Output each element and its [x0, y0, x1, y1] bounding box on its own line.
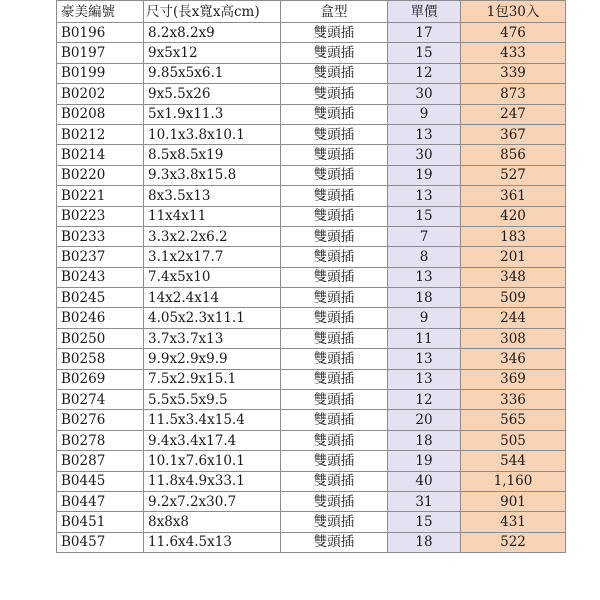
cell-code[interactable]: B0246	[57, 308, 144, 328]
table-row	[57, 267, 566, 287]
cell-box-type[interactable]: 雙頭插	[281, 532, 388, 552]
cell-box-type[interactable]: 雙頭插	[281, 247, 388, 267]
cell-pack-price[interactable]: 369	[461, 369, 566, 389]
cell-code[interactable]: B0445	[57, 471, 144, 491]
table-row	[57, 247, 566, 267]
table-row	[57, 471, 566, 491]
cell-size[interactable]: 11.5x3.4x15.4	[144, 410, 281, 430]
cell-code[interactable]: B0199	[57, 63, 144, 83]
cell-pack-price[interactable]: 348	[461, 267, 566, 287]
cell-code[interactable]: B0287	[57, 451, 144, 471]
cell-size[interactable]: 8.5x8.5x19	[144, 145, 281, 165]
cell-pack-price[interactable]: 565	[461, 410, 566, 430]
cell-box-type[interactable]: 雙頭插	[281, 104, 388, 124]
cell-box-type[interactable]: 雙頭插	[281, 390, 388, 410]
cell-box-type[interactable]: 雙頭插	[281, 186, 388, 206]
cell-unit-price[interactable]: 15	[388, 512, 461, 532]
cell-box-type[interactable]: 雙頭插	[281, 43, 388, 63]
cell-size[interactable]: 3.7x3.7x13	[144, 328, 281, 348]
cell-code[interactable]: B0221	[57, 186, 144, 206]
cell-size[interactable]: 11x4x11	[144, 206, 281, 226]
cell-unit-price[interactable]: 13	[388, 267, 461, 287]
cell-box-type[interactable]: 雙頭插	[281, 451, 388, 471]
cell-box-type[interactable]: 雙頭插	[281, 84, 388, 104]
table-row	[57, 145, 566, 165]
cell-size[interactable]: 9.4x3.4x17.4	[144, 430, 281, 450]
table-row	[57, 206, 566, 226]
cell-box-type[interactable]: 雙頭插	[281, 410, 388, 430]
cell-code[interactable]: B0269	[57, 369, 144, 389]
cell-code[interactable]: B0447	[57, 491, 144, 511]
cell-box-type[interactable]: 雙頭插	[281, 328, 388, 348]
cell-code[interactable]: B0243	[57, 267, 144, 287]
cell-box-type[interactable]: 雙頭插	[281, 471, 388, 491]
cell-code[interactable]: B0457	[57, 532, 144, 552]
cell-size[interactable]: 5x1.9x11.3	[144, 104, 281, 124]
cell-pack-price[interactable]: 361	[461, 186, 566, 206]
table-row	[57, 430, 566, 450]
cell-box-type[interactable]: 雙頭插	[281, 124, 388, 144]
cell-size[interactable]: 7.4x5x10	[144, 267, 281, 287]
cell-code[interactable]: B0220	[57, 165, 144, 185]
cell-code[interactable]: B0276	[57, 410, 144, 430]
cell-size[interactable]: 11.8x4.9x33.1	[144, 471, 281, 491]
cell-code[interactable]: B0197	[57, 43, 144, 63]
cell-code[interactable]: B0274	[57, 390, 144, 410]
cell-unit-price[interactable]: 13	[388, 124, 461, 144]
header-code[interactable]: 豪美編號	[57, 1, 144, 23]
cell-unit-price[interactable]: 7	[388, 226, 461, 246]
cell-size[interactable]: 8.2x8.2x9	[144, 23, 281, 43]
cell-pack-price[interactable]: 509	[461, 288, 566, 308]
cell-box-type[interactable]: 雙頭插	[281, 349, 388, 369]
cell-size[interactable]: 9.85x5x6.1	[144, 63, 281, 83]
cell-box-type[interactable]: 雙頭插	[281, 512, 388, 532]
cell-size[interactable]: 3.3x2.2x6.2	[144, 226, 281, 246]
cell-unit-price[interactable]: 20	[388, 410, 461, 430]
table-row	[57, 410, 566, 430]
cell-box-type[interactable]: 雙頭插	[281, 308, 388, 328]
cell-size[interactable]: 10.1x7.6x10.1	[144, 451, 281, 471]
cell-size[interactable]: 11.6x4.5x13	[144, 532, 281, 552]
cell-unit-price[interactable]: 17	[388, 23, 461, 43]
cell-size[interactable]: 10.1x3.8x10.1	[144, 124, 281, 144]
cell-unit-price[interactable]: 12	[388, 63, 461, 83]
cell-box-type[interactable]: 雙頭插	[281, 226, 388, 246]
cell-code[interactable]: B0258	[57, 349, 144, 369]
cell-code[interactable]: B0233	[57, 226, 144, 246]
cell-pack-price[interactable]: 433	[461, 43, 566, 63]
cell-size[interactable]: 8x3.5x13	[144, 186, 281, 206]
cell-pack-price[interactable]: 505	[461, 430, 566, 450]
cell-size[interactable]: 4.05x2.3x11.1	[144, 308, 281, 328]
table-row	[57, 288, 566, 308]
cell-unit-price[interactable]: 13	[388, 186, 461, 206]
cell-pack-price[interactable]: 336	[461, 390, 566, 410]
table-row	[57, 308, 566, 328]
cell-code[interactable]: B0214	[57, 145, 144, 165]
table-row	[57, 63, 566, 83]
header-pack-price[interactable]: 1包30入	[461, 1, 566, 23]
table-row	[57, 84, 566, 104]
table-row	[57, 390, 566, 410]
cell-code[interactable]: B0245	[57, 288, 144, 308]
cell-unit-price[interactable]: 8	[388, 247, 461, 267]
cell-unit-price[interactable]: 19	[388, 165, 461, 185]
header-box-type[interactable]: 盒型	[281, 1, 388, 23]
cell-pack-price[interactable]: 873	[461, 84, 566, 104]
cell-size[interactable]: 3.1x2x17.7	[144, 247, 281, 267]
table-row	[57, 491, 566, 511]
cell-pack-price[interactable]: 201	[461, 247, 566, 267]
header-row	[57, 1, 566, 23]
cell-unit-price[interactable]: 12	[388, 390, 461, 410]
cell-pack-price[interactable]: 856	[461, 145, 566, 165]
cell-size[interactable]: 9.9x2.9x9.9	[144, 349, 281, 369]
table-row	[57, 43, 566, 63]
cell-code[interactable]: B0196	[57, 23, 144, 43]
cell-box-type[interactable]: 雙頭插	[281, 491, 388, 511]
cell-size[interactable]: 9x5x12	[144, 43, 281, 63]
cell-pack-price[interactable]: 522	[461, 532, 566, 552]
cell-code[interactable]: B0202	[57, 84, 144, 104]
cell-unit-price[interactable]: 15	[388, 43, 461, 63]
cell-unit-price[interactable]: 30	[388, 84, 461, 104]
table-row	[57, 369, 566, 389]
table-row	[57, 165, 566, 185]
table-row	[57, 512, 566, 532]
cell-unit-price[interactable]: 18	[388, 532, 461, 552]
cell-box-type[interactable]: 雙頭插	[281, 23, 388, 43]
cell-size[interactable]: 14x2.4x14	[144, 288, 281, 308]
cell-size[interactable]: 5.5x5.5x9.5	[144, 390, 281, 410]
table-row	[57, 226, 566, 246]
cell-pack-price[interactable]: 244	[461, 308, 566, 328]
cell-pack-price[interactable]: 247	[461, 104, 566, 124]
cell-pack-price[interactable]: 431	[461, 512, 566, 532]
table-row	[57, 532, 566, 552]
table-row	[57, 328, 566, 348]
cell-pack-price[interactable]: 367	[461, 124, 566, 144]
table-row	[57, 349, 566, 369]
table-row	[57, 23, 566, 43]
cell-unit-price[interactable]: 13	[388, 369, 461, 389]
header-unit-price[interactable]: 單價	[388, 1, 461, 23]
cell-pack-price[interactable]: 476	[461, 23, 566, 43]
cell-code[interactable]: B0223	[57, 206, 144, 226]
cell-box-type[interactable]: 雙頭插	[281, 369, 388, 389]
cell-unit-price[interactable]: 13	[388, 349, 461, 369]
cell-box-type[interactable]: 雙頭插	[281, 165, 388, 185]
cell-code[interactable]: B0212	[57, 124, 144, 144]
cell-pack-price[interactable]: 308	[461, 328, 566, 348]
cell-unit-price[interactable]: 15	[388, 206, 461, 226]
cell-size[interactable]: 8x8x8	[144, 512, 281, 532]
table-row	[57, 124, 566, 144]
cell-box-type[interactable]: 雙頭插	[281, 63, 388, 83]
cell-code[interactable]: B0208	[57, 104, 144, 124]
cell-unit-price[interactable]: 11	[388, 328, 461, 348]
cell-unit-price[interactable]: 18	[388, 288, 461, 308]
table-row	[57, 104, 566, 124]
cell-unit-price[interactable]: 31	[388, 491, 461, 511]
cell-pack-price[interactable]: 544	[461, 451, 566, 471]
cell-unit-price[interactable]: 40	[388, 471, 461, 491]
cell-unit-price[interactable]: 9	[388, 104, 461, 124]
cell-code[interactable]: B0451	[57, 512, 144, 532]
cell-unit-price[interactable]: 19	[388, 451, 461, 471]
table-row	[57, 186, 566, 206]
cell-size[interactable]: 9x5.5x26	[144, 84, 281, 104]
cell-size[interactable]: 9.2x7.2x30.7	[144, 491, 281, 511]
cell-unit-price[interactable]: 18	[388, 430, 461, 450]
cell-box-type[interactable]: 雙頭插	[281, 145, 388, 165]
cell-pack-price[interactable]: 339	[461, 63, 566, 83]
cell-code[interactable]: B0237	[57, 247, 144, 267]
cell-box-type[interactable]: 雙頭插	[281, 430, 388, 450]
cell-size[interactable]: 9.3x3.8x15.8	[144, 165, 281, 185]
cell-box-type[interactable]: 雙頭插	[281, 288, 388, 308]
cell-pack-price[interactable]: 901	[461, 491, 566, 511]
table-row	[57, 451, 566, 471]
cell-unit-price[interactable]: 9	[388, 308, 461, 328]
cell-pack-price[interactable]: 1,160	[461, 471, 566, 491]
cell-box-type[interactable]: 雙頭插	[281, 267, 388, 287]
price-table	[56, 0, 566, 553]
cell-pack-price[interactable]: 420	[461, 206, 566, 226]
cell-pack-price[interactable]: 183	[461, 226, 566, 246]
cell-code[interactable]: B0278	[57, 430, 144, 450]
cell-pack-price[interactable]: 346	[461, 349, 566, 369]
header-size[interactable]: 尺寸(長x寬x高cm)	[144, 1, 281, 23]
cell-pack-price[interactable]: 527	[461, 165, 566, 185]
cell-code[interactable]: B0250	[57, 328, 144, 348]
cell-size[interactable]: 7.5x2.9x15.1	[144, 369, 281, 389]
cell-box-type[interactable]: 雙頭插	[281, 206, 388, 226]
cell-unit-price[interactable]: 30	[388, 145, 461, 165]
